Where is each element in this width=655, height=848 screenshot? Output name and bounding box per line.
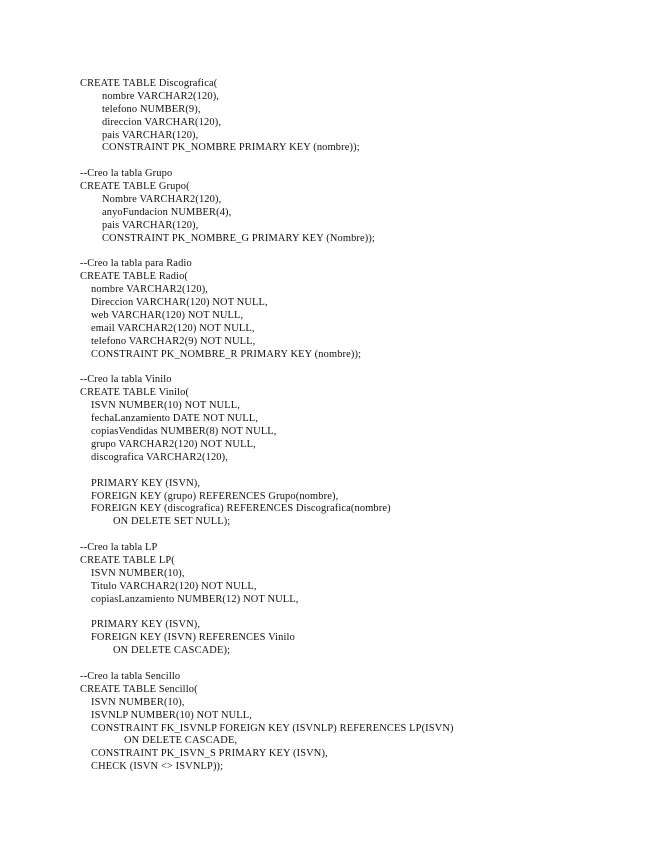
code-line: ON DELETE CASCADE); <box>80 645 231 657</box>
code-line: CREATE TABLE Discografica( <box>80 78 218 89</box>
code-line: telefono VARCHAR2(9) NOT NULL, <box>80 335 256 347</box>
code-line: --Creo la tabla para Radio <box>80 258 192 270</box>
code-line: CONSTRAINT PK_NOMBRE_R PRIMARY KEY (nombre)); <box>80 348 362 360</box>
code-line: Titulo VARCHAR2(120) NOT NULL, <box>80 580 257 592</box>
code-line <box>80 362 454 375</box>
code-line: --Creo la tabla LP <box>80 542 158 554</box>
code-line: pais VARCHAR(120), <box>80 129 199 141</box>
code-line <box>80 465 454 478</box>
code-line: copiasVendidas NUMBER(8) NOT NULL, <box>80 426 277 438</box>
code-line: anyoFundacion NUMBER(4), <box>80 206 232 218</box>
code-line: copiasLanzamiento NUMBER(12) NOT NULL, <box>80 593 299 605</box>
code-line: discografica VARCHAR2(120), <box>80 451 228 463</box>
code-line: fechaLanzamiento DATE NOT NULL, <box>80 413 259 425</box>
code-line: pais VARCHAR(120), <box>80 219 199 231</box>
code-line: Direccion VARCHAR(120) NOT NULL, <box>80 297 268 309</box>
code-line: ON DELETE CASCADE, <box>80 735 238 747</box>
code-line: CREATE TABLE LP( <box>80 554 175 566</box>
code-line: CONSTRAINT FK_ISVNLP FOREIGN KEY (ISVNLP) REFERENCES LP(ISVN) <box>80 722 454 734</box>
code-line: Nombre VARCHAR2(120), <box>80 194 222 206</box>
code-line: nombre VARCHAR2(120), <box>80 284 209 296</box>
code-line: --Creo la tabla Vinilo <box>80 374 172 386</box>
code-line: CONSTRAINT PK_NOMBRE_G PRIMARY KEY (Nombre)); <box>80 232 376 244</box>
code-line: ISVNLP NUMBER(10) NOT NULL, <box>80 709 253 721</box>
code-line: CONSTRAINT PK_NOMBRE PRIMARY KEY (nombre)); <box>80 142 360 154</box>
code-line: nombre VARCHAR2(120), <box>80 90 220 102</box>
code-line: ISVN NUMBER(10), <box>80 567 185 579</box>
code-line: CREATE TABLE Grupo( <box>80 181 190 193</box>
code-line: --Creo la tabla Grupo <box>80 168 173 180</box>
code-line: CHECK (ISVN <> ISVNLP)); <box>80 761 224 773</box>
code-line: CONSTRAINT PK_ISVN_S PRIMARY KEY (ISVN), <box>80 748 328 760</box>
code-line: grupo VARCHAR2(120) NOT NULL, <box>80 438 256 450</box>
code-line: PRIMARY KEY (ISVN), <box>80 619 201 631</box>
code-line: direccion VARCHAR(120), <box>80 116 222 128</box>
code-line: ON DELETE SET NULL); <box>80 516 231 528</box>
code-line <box>80 607 454 620</box>
sql-code-block <box>80 78 454 774</box>
code-line: FOREIGN KEY (discografica) REFERENCES Discografica(nombre) <box>80 503 391 515</box>
code-line: ISVN NUMBER(10) NOT NULL, <box>80 400 241 412</box>
code-line: email VARCHAR2(120) NOT NULL, <box>80 322 255 334</box>
code-line: telefono NUMBER(9), <box>80 103 201 115</box>
code-line <box>80 529 454 542</box>
code-line: web VARCHAR(120) NOT NULL, <box>80 310 244 322</box>
code-line <box>80 246 454 259</box>
code-line: ISVN NUMBER(10), <box>80 696 185 708</box>
code-line: FOREIGN KEY (grupo) REFERENCES Grupo(nombre), <box>80 490 339 502</box>
code-line: CREATE TABLE Vinilo( <box>80 387 190 399</box>
code-line <box>80 155 454 168</box>
code-line: PRIMARY KEY (ISVN), <box>80 477 201 489</box>
code-line: --Creo la tabla Sencillo <box>80 670 181 682</box>
code-line: CREATE TABLE Radio( <box>80 271 189 283</box>
code-line: CREATE TABLE Sencillo( <box>80 683 198 695</box>
code-line: FOREIGN KEY (ISVN) REFERENCES Vinilo <box>80 632 295 644</box>
code-line <box>80 658 454 671</box>
